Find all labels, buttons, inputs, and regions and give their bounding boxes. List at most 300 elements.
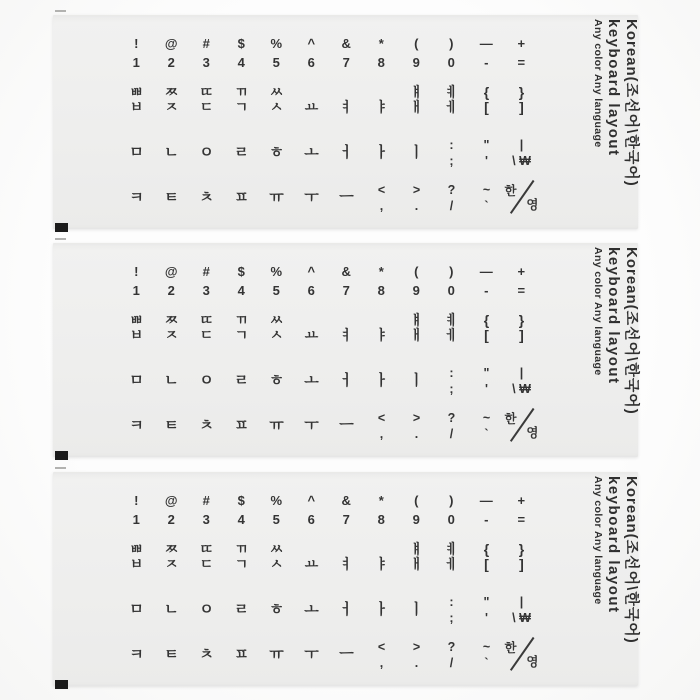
key-top-glyph: ? <box>447 411 456 425</box>
sticker-sheet-2 <box>53 243 638 457</box>
key-sticker <box>434 363 469 399</box>
key-sticker <box>294 34 329 76</box>
key-sticker <box>434 34 469 76</box>
key-bottom-glyph: ㄱ <box>234 327 249 343</box>
key-bottom-glyph: ㄷ <box>199 99 214 115</box>
key-top-glyph: * <box>378 264 385 279</box>
key-glyph: ㅜ <box>304 189 319 206</box>
key-bottom-glyph: / <box>449 656 454 670</box>
key-top-glyph: ㅆ <box>269 312 284 328</box>
key-sticker <box>434 180 469 216</box>
key-glyph: ㅜ <box>304 417 319 434</box>
key-glyph: ㄴ <box>164 144 179 161</box>
key-sticker <box>364 637 399 673</box>
key-top-glyph: ㅃ <box>129 84 144 100</box>
key-glyph: ㅎ <box>269 144 284 161</box>
key-sticker <box>364 491 399 533</box>
key-bottom-glyph: 0 <box>447 55 456 70</box>
key-top-glyph: ~ <box>482 183 491 197</box>
key-glyph: ㄹ <box>234 601 249 618</box>
key-bottom-glyph: 3 <box>202 55 211 70</box>
key-top-glyph: * <box>378 493 385 508</box>
key-sticker <box>399 408 434 444</box>
key-sticker <box>329 491 364 533</box>
key-sticker <box>294 262 329 304</box>
key-sticker <box>364 34 399 76</box>
key-top-glyph: ㅖ <box>444 312 459 328</box>
key-top-glyph: ( <box>414 36 419 51</box>
key-top-glyph: < <box>377 411 386 425</box>
key-top-glyph: ㄲ <box>234 541 249 557</box>
key-sticker <box>504 491 539 533</box>
key-top-glyph: < <box>377 183 386 197</box>
key-top-glyph: $ <box>237 36 246 51</box>
key-glyph: ㅣ <box>409 144 424 161</box>
key-sticker <box>364 303 399 343</box>
key-glyph: ㅡ <box>339 646 354 663</box>
key-bottom-glyph: ㅕ <box>339 327 354 343</box>
key-grid <box>53 15 638 229</box>
key-sticker <box>259 303 294 343</box>
key-top-glyph: ! <box>134 493 139 508</box>
key-sticker <box>364 180 399 216</box>
sticker-sheet-1 <box>53 15 638 229</box>
key-top-glyph: ㅒ <box>409 541 424 557</box>
key-sticker <box>329 363 364 399</box>
key-bottom-glyph: 9 <box>412 283 421 298</box>
key-bottom-glyph: 3 <box>202 512 211 527</box>
key-top-glyph: < <box>377 640 386 654</box>
key-sticker <box>224 262 259 304</box>
key-bottom-glyph: . <box>414 199 419 213</box>
key-bottom-glyph: - <box>484 512 489 527</box>
key-bottom-glyph: ` <box>484 427 489 441</box>
key-sticker <box>119 532 154 572</box>
key-glyph: ㅠ <box>269 417 284 434</box>
key-top-glyph: ) <box>449 264 454 279</box>
key-sticker <box>294 491 329 533</box>
key-bottom-glyph: ㄱ <box>234 99 249 115</box>
key-bottom-glyph: ㅐ <box>409 327 424 343</box>
key-sticker <box>469 303 504 343</box>
key-glyph: ㅌ <box>164 417 179 434</box>
key-top-glyph: } <box>518 541 525 557</box>
key-top-glyph: — <box>479 493 494 508</box>
key-bottom-glyph: / <box>449 427 454 441</box>
key-bottom-glyph: - <box>484 283 489 298</box>
bottom-row <box>119 637 539 673</box>
home-row <box>119 592 539 628</box>
key-bottom-glyph: 4 <box>237 512 246 527</box>
key-bottom-glyph: ㅅ <box>269 556 284 572</box>
key-sticker <box>154 592 189 628</box>
key-bottom-glyph: [ <box>484 327 489 343</box>
key-sticker <box>189 303 224 343</box>
key-sticker <box>119 491 154 533</box>
key-bottom-glyph: 4 <box>237 283 246 298</box>
key-bottom-glyph: 영 <box>526 426 539 440</box>
key-sticker <box>504 637 539 673</box>
key-glyph: ㅌ <box>164 189 179 206</box>
key-top-glyph: " <box>483 366 490 380</box>
key-sticker <box>434 262 469 304</box>
key-sticker <box>224 491 259 533</box>
key-sticker <box>189 592 224 628</box>
key-top-glyph: ㅃ <box>129 541 144 557</box>
key-top-glyph: 한 <box>504 641 517 655</box>
top-letter-row <box>119 532 539 572</box>
product-title-korean: Korean(조선어\한국어) <box>623 19 640 187</box>
key-sticker <box>119 262 154 304</box>
key-sticker <box>119 135 154 171</box>
key-sticker <box>224 135 259 171</box>
key-sticker <box>434 491 469 533</box>
key-sticker <box>329 532 364 572</box>
key-bottom-glyph: ㅈ <box>164 556 179 572</box>
key-top-glyph: 한 <box>504 412 517 426</box>
key-bottom-glyph: \ ₩ <box>512 611 531 625</box>
key-sticker <box>224 637 259 673</box>
key-sticker <box>504 592 539 628</box>
key-bottom-glyph: 5 <box>272 512 281 527</box>
key-bottom-glyph: / <box>449 199 454 213</box>
key-sticker <box>294 363 329 399</box>
key-top-glyph: ( <box>414 264 419 279</box>
key-sticker <box>224 592 259 628</box>
key-bottom-glyph: 영 <box>526 655 539 669</box>
key-sticker <box>399 34 434 76</box>
key-sticker <box>364 592 399 628</box>
key-bottom-glyph: 6 <box>307 512 316 527</box>
key-bottom-glyph: ㄷ <box>199 556 214 572</box>
key-bottom-glyph: ; <box>449 611 454 625</box>
key-sticker <box>364 262 399 304</box>
product-title-layout: keyboard layout <box>605 19 622 157</box>
key-sticker <box>259 408 294 444</box>
key-sticker <box>469 135 504 171</box>
key-sticker <box>329 135 364 171</box>
key-glyph: ㅊ <box>199 189 214 206</box>
key-sticker <box>294 75 329 115</box>
key-bottom-glyph: , <box>379 427 384 441</box>
key-bottom-glyph: ㄷ <box>199 327 214 343</box>
key-bottom-glyph: = <box>517 283 526 298</box>
key-glyph: ㅁ <box>129 144 144 161</box>
key-bottom-glyph: ㅂ <box>129 99 144 115</box>
key-top-glyph: : <box>449 138 454 152</box>
key-sticker <box>504 363 539 399</box>
key-sticker <box>119 637 154 673</box>
key-top-glyph: & <box>341 493 352 508</box>
key-bottom-glyph: ` <box>484 656 489 670</box>
key-bottom-glyph: [ <box>484 99 489 115</box>
key-glyph: ㅣ <box>409 601 424 618</box>
key-sticker <box>469 34 504 76</box>
key-sticker <box>399 592 434 628</box>
key-top-glyph: ㅆ <box>269 541 284 557</box>
key-top-glyph: # <box>202 36 211 51</box>
key-bottom-glyph: ㅐ <box>409 556 424 572</box>
key-sticker <box>469 262 504 304</box>
key-bottom-glyph: 8 <box>377 283 386 298</box>
key-sticker <box>189 491 224 533</box>
product-title-layout: keyboard layout <box>605 247 622 385</box>
key-sticker <box>259 180 294 216</box>
key-top-glyph: # <box>202 493 211 508</box>
key-top-glyph: ㅉ <box>164 312 179 328</box>
key-sticker <box>189 34 224 76</box>
key-sticker <box>154 180 189 216</box>
key-glyph: ㅁ <box>129 601 144 618</box>
key-sticker <box>364 532 399 572</box>
key-top-glyph: { <box>483 541 490 557</box>
key-top-glyph: | <box>519 595 524 609</box>
key-glyph: ㅎ <box>269 601 284 618</box>
key-top-glyph: ~ <box>482 411 491 425</box>
key-top-glyph: $ <box>237 264 246 279</box>
key-top-glyph: { <box>483 84 490 100</box>
key-sticker <box>119 34 154 76</box>
product-title-korean: Korean(조선어\한국어) <box>623 476 640 644</box>
key-bottom-glyph: 8 <box>377 55 386 70</box>
key-glyph: ㅊ <box>199 417 214 434</box>
key-bottom-glyph: 7 <box>342 55 351 70</box>
key-sticker <box>294 532 329 572</box>
key-bottom-glyph: ㅑ <box>374 556 389 572</box>
key-top-glyph: ㄲ <box>234 84 249 100</box>
number-row <box>119 34 539 76</box>
key-top-glyph: > <box>412 640 421 654</box>
key-sticker <box>119 180 154 216</box>
key-sticker <box>399 532 434 572</box>
key-glyph: ㅍ <box>234 189 249 206</box>
key-top-glyph: ㅉ <box>164 541 179 557</box>
key-glyph: ㄹ <box>234 144 249 161</box>
key-glyph: ㄹ <box>234 372 249 389</box>
key-bottom-glyph: ㅅ <box>269 99 284 115</box>
key-glyph: ㅓ <box>339 144 354 161</box>
key-bottom-glyph: ㄱ <box>234 556 249 572</box>
key-bottom-glyph: . <box>414 427 419 441</box>
key-bottom-glyph: 5 <box>272 283 281 298</box>
key-top-glyph: ㄸ <box>199 541 214 557</box>
key-sticker <box>154 532 189 572</box>
han-yeong-toggle-key <box>505 409 539 441</box>
key-top-glyph: ? <box>447 640 456 654</box>
key-bottom-glyph: , <box>379 656 384 670</box>
key-top-glyph: { <box>483 312 490 328</box>
key-glyph: ㅇ <box>199 144 214 161</box>
key-bottom-glyph: 7 <box>342 512 351 527</box>
key-bottom-glyph: - <box>484 55 489 70</box>
key-sticker <box>469 75 504 115</box>
key-sticker <box>504 75 539 115</box>
key-bottom-glyph: ㅂ <box>129 327 144 343</box>
key-sticker <box>329 303 364 343</box>
key-top-glyph: ! <box>134 36 139 51</box>
key-bottom-glyph: 6 <box>307 283 316 298</box>
key-glyph: ㅏ <box>374 372 389 389</box>
key-glyph: ㅏ <box>374 144 389 161</box>
key-sticker <box>259 262 294 304</box>
key-sticker <box>224 408 259 444</box>
key-bottom-glyph: \ ₩ <box>512 154 531 168</box>
key-sticker <box>399 135 434 171</box>
key-bottom-glyph: 3 <box>202 283 211 298</box>
key-sticker <box>469 532 504 572</box>
key-sticker <box>259 75 294 115</box>
key-sticker <box>294 637 329 673</box>
product-subtitle: Any color Any language <box>592 247 604 376</box>
key-sticker <box>119 303 154 343</box>
key-sticker <box>504 408 539 444</box>
key-top-glyph: ) <box>449 36 454 51</box>
key-sticker <box>504 262 539 304</box>
cut-mark <box>55 10 66 12</box>
key-bottom-glyph: , <box>379 199 384 213</box>
key-sticker <box>294 135 329 171</box>
key-bottom-glyph: = <box>517 512 526 527</box>
key-bottom-glyph: ㅛ <box>304 327 319 343</box>
key-sticker <box>329 75 364 115</box>
key-sticker <box>434 592 469 628</box>
key-bottom-glyph: 4 <box>237 55 246 70</box>
han-yeong-toggle-key <box>505 638 539 670</box>
key-bottom-glyph: \ ₩ <box>512 382 531 396</box>
sticker-sheet-3 <box>53 472 638 686</box>
key-glyph: ㅋ <box>129 189 144 206</box>
key-sticker <box>399 180 434 216</box>
key-top-glyph: — <box>479 36 494 51</box>
key-sticker <box>399 303 434 343</box>
bottom-row <box>119 408 539 444</box>
key-top-glyph: ㄸ <box>199 312 214 328</box>
key-sticker <box>119 592 154 628</box>
key-bottom-glyph: 2 <box>167 55 176 70</box>
product-subtitle: Any color Any language <box>592 19 604 148</box>
key-glyph: ㅁ <box>129 372 144 389</box>
key-sticker <box>224 180 259 216</box>
key-sticker <box>119 363 154 399</box>
key-sticker <box>504 303 539 343</box>
key-sticker <box>504 34 539 76</box>
key-sticker <box>154 135 189 171</box>
key-bottom-glyph: ㅔ <box>444 99 459 115</box>
key-bottom-glyph: ㅅ <box>269 327 284 343</box>
key-bottom-glyph: ㅕ <box>339 556 354 572</box>
key-sticker <box>399 363 434 399</box>
key-sticker <box>434 532 469 572</box>
key-top-glyph: : <box>449 595 454 609</box>
key-glyph: ㅍ <box>234 417 249 434</box>
key-top-glyph: ^ <box>307 493 316 508</box>
key-top-glyph: ~ <box>482 640 491 654</box>
key-sticker <box>364 135 399 171</box>
key-bottom-glyph: ; <box>449 382 454 396</box>
key-glyph: ㅏ <box>374 601 389 618</box>
key-bottom-glyph: 9 <box>412 55 421 70</box>
key-glyph: ㅗ <box>304 601 319 618</box>
key-sticker <box>364 408 399 444</box>
key-glyph: ㅎ <box>269 372 284 389</box>
key-bottom-glyph: 0 <box>447 283 456 298</box>
key-glyph: ㅜ <box>304 646 319 663</box>
key-bottom-glyph: ㅐ <box>409 99 424 115</box>
key-sticker <box>224 363 259 399</box>
key-top-glyph: ( <box>414 493 419 508</box>
key-top-glyph: | <box>519 138 524 152</box>
key-top-glyph: ㅉ <box>164 84 179 100</box>
key-top-glyph: ㅃ <box>129 312 144 328</box>
key-sticker <box>224 34 259 76</box>
key-sticker <box>189 75 224 115</box>
key-sticker <box>119 75 154 115</box>
key-sticker <box>434 303 469 343</box>
key-sticker <box>329 262 364 304</box>
product-title-layout: keyboard layout <box>605 476 622 614</box>
key-top-glyph: — <box>479 264 494 279</box>
key-sticker <box>224 303 259 343</box>
key-sticker <box>119 408 154 444</box>
key-bottom-glyph: ' <box>485 154 488 168</box>
key-bottom-glyph: 2 <box>167 512 176 527</box>
key-top-glyph: 한 <box>504 184 517 198</box>
key-bottom-glyph: ㅈ <box>164 99 179 115</box>
key-sticker <box>189 408 224 444</box>
key-top-glyph: ㅒ <box>409 84 424 100</box>
key-glyph: ㅡ <box>339 189 354 206</box>
key-sticker <box>224 532 259 572</box>
key-bottom-glyph: ㅈ <box>164 327 179 343</box>
key-top-glyph: ㅆ <box>269 84 284 100</box>
key-sticker <box>364 363 399 399</box>
key-sticker <box>469 491 504 533</box>
key-bottom-glyph: ' <box>485 611 488 625</box>
key-sticker <box>154 262 189 304</box>
key-top-glyph: + <box>517 36 526 51</box>
key-grid <box>53 243 638 457</box>
cut-mark <box>55 467 66 469</box>
key-bottom-glyph: ㅛ <box>304 556 319 572</box>
han-yeong-toggle-key <box>505 181 539 213</box>
key-sticker <box>504 180 539 216</box>
key-top-glyph: @ <box>164 36 179 51</box>
key-glyph: ㅇ <box>199 372 214 389</box>
key-sticker <box>294 303 329 343</box>
key-sticker <box>469 408 504 444</box>
key-top-glyph: ^ <box>307 36 316 51</box>
key-sticker <box>189 532 224 572</box>
key-sticker <box>259 637 294 673</box>
key-sticker <box>399 637 434 673</box>
key-bottom-glyph: 8 <box>377 512 386 527</box>
key-sticker <box>504 532 539 572</box>
key-top-glyph: > <box>412 183 421 197</box>
key-top-glyph: & <box>341 264 352 279</box>
key-glyph: ㅗ <box>304 144 319 161</box>
key-bottom-glyph: ㅑ <box>374 99 389 115</box>
key-top-glyph: + <box>517 493 526 508</box>
key-sticker <box>259 532 294 572</box>
key-sticker <box>189 262 224 304</box>
key-top-glyph: } <box>518 84 525 100</box>
key-glyph: ㅊ <box>199 646 214 663</box>
key-top-glyph: ! <box>134 264 139 279</box>
key-sticker <box>329 637 364 673</box>
number-row <box>119 262 539 304</box>
key-sticker <box>259 592 294 628</box>
key-sticker <box>259 363 294 399</box>
